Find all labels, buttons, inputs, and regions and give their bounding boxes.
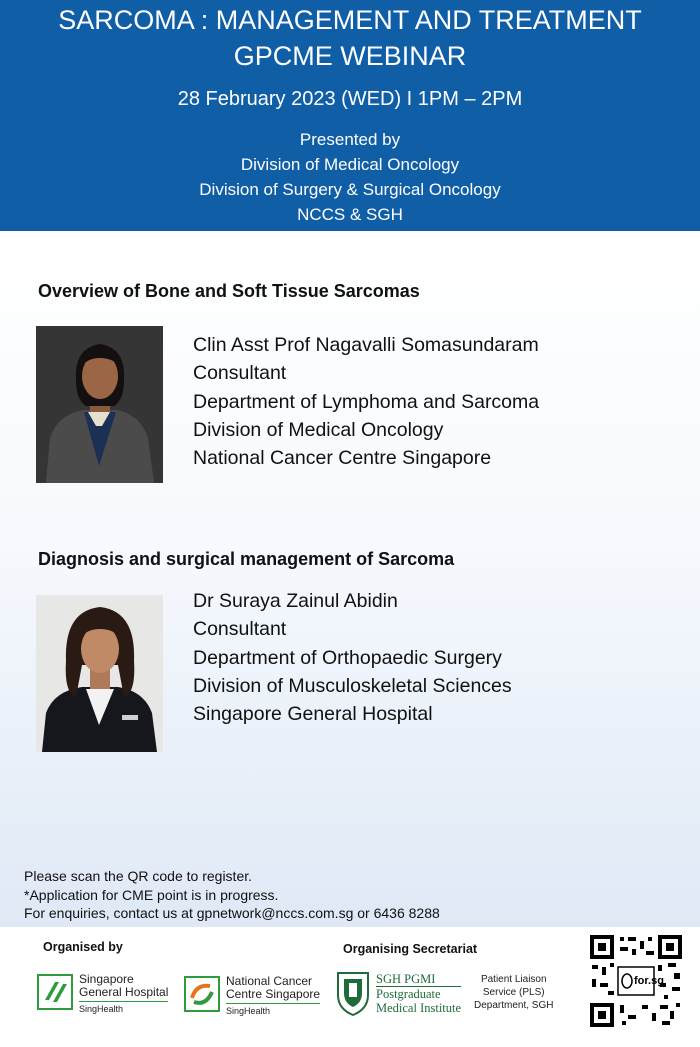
speaker-details — [193, 331, 539, 472]
organised-by-label: Organised by — [43, 940, 123, 954]
presented-by-block — [0, 127, 700, 227]
registration-notes — [24, 867, 440, 923]
talk-title: Diagnosis and surgical management of Sarcoma — [38, 549, 455, 569]
pls-line3: Department, SGH — [474, 1000, 554, 1011]
pgmi-logo-text — [376, 972, 461, 1015]
speaker-division: Division of Medical Oncology — [193, 418, 444, 441]
speaker-title: Consultant — [193, 618, 287, 641]
presented-by-label: Presented by — [299, 130, 401, 149]
presenter-line: Division of Surgery & Surgical Oncology — [199, 180, 501, 199]
speaker-details — [193, 587, 512, 728]
pls-line2: Service (PLS) — [482, 987, 545, 998]
sgh-logo-icon — [37, 974, 73, 1015]
pgmi-name-line2: Postgraduate — [376, 986, 461, 1001]
title-line-1: SARCOMA : MANAGEMENT AND TREATMENT — [58, 5, 642, 35]
speaker-name: Clin Asst Prof Nagavalli Somasundaram — [193, 334, 539, 356]
enquiries-note: For enquiries, contact us at gpnetwork@nccs.com.sg or 6436 8288 — [24, 905, 440, 921]
nccs-logo-text — [226, 975, 320, 1018]
nccs-logo-icon — [184, 976, 220, 1017]
organising-secretariat-label: Organising Secretariat — [343, 942, 478, 956]
sgh-name-line2: General Hospital — [79, 985, 169, 999]
sgh-name-line1: Singapore — [79, 972, 134, 986]
pgmi-name-line1: SGH PGMI — [376, 972, 436, 986]
pls-department — [474, 973, 553, 1012]
nccs-name-line1: National Cancer — [226, 974, 313, 988]
nccs-name-line2: Centre Singapore — [226, 987, 321, 1001]
pgmi-name-line3: Medical Institute — [376, 1001, 462, 1015]
speaker-institution: National Cancer Centre Singapore — [193, 447, 492, 470]
header-banner — [0, 0, 700, 231]
speaker-name: Dr Suraya Zainul Abidin — [193, 590, 398, 612]
talk-title: Overview of Bone and Soft Tissue Sarcomas — [38, 281, 420, 301]
speaker-title: Consultant — [193, 362, 287, 385]
register-note: Please scan the QR code to register. — [24, 868, 253, 884]
qr-badge: for.sg — [634, 975, 664, 987]
sgh-singhealth: SingHealth — [79, 1001, 168, 1016]
speaker-institution: Singapore General Hospital — [193, 703, 433, 726]
event-date: 28 February 2023 (WED) I 1PM – 2PM — [177, 88, 523, 110]
speaker-division: Division of Musculoskeletal Sciences — [193, 674, 512, 697]
pls-line1: Patient Liaison — [480, 974, 547, 985]
speaker-department: Department of Orthopaedic Surgery — [193, 646, 502, 669]
speaker-photo — [36, 595, 163, 752]
nccs-singhealth: SingHealth — [226, 1003, 320, 1018]
qr-code-icon[interactable] — [590, 935, 682, 1027]
title-line-2: GPCME WEBINAR — [233, 41, 467, 71]
speaker-department: Department of Lymphoma and Sarcoma — [193, 390, 540, 413]
cme-note: *Application for CME point is in progress. — [24, 886, 279, 903]
presenter-line: Division of Medical Oncology — [240, 155, 460, 174]
presenter-line: NCCS & SGH — [297, 205, 403, 224]
speaker-photo — [36, 326, 163, 483]
pgmi-crest-icon — [334, 965, 372, 1022]
sgh-logo-text — [79, 973, 168, 1016]
